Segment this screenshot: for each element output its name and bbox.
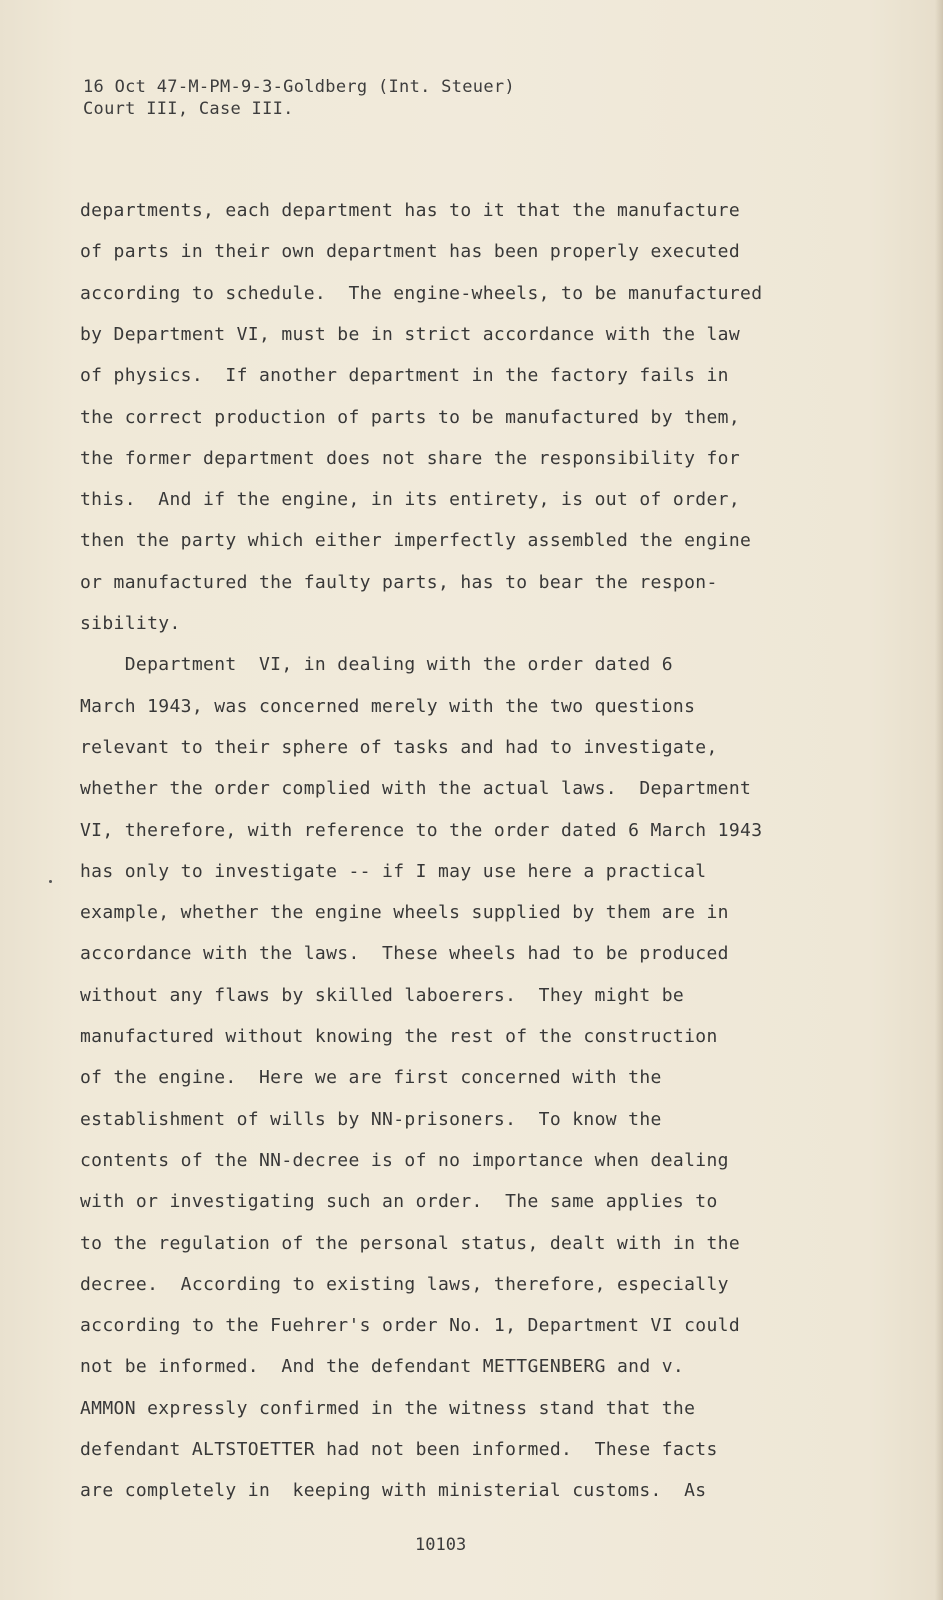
page-number: 10103	[415, 1535, 467, 1555]
body-line: are completely in keeping with ministerial customs. As	[80, 1480, 707, 1502]
page-edge-shadow	[935, 0, 943, 1600]
body-line: without any flaws by skilled laboerers. They might be	[80, 984, 685, 1006]
body-line: example, whether the engine wheels supplied by them are in	[80, 902, 729, 924]
body-line: March 1943, was concerned merely with the two questions	[80, 695, 696, 717]
body-line: of physics. If another department in the factory fails in	[80, 365, 729, 387]
body-line: the former department does not share the responsibility for	[80, 447, 741, 469]
body-line: the correct production of parts to be manufactured by them,	[80, 406, 741, 428]
header-line-1: 16 Oct 47-M-PM-9-3-Goldberg (Int. Steuer)	[83, 77, 515, 97]
body-line: with or investigating such an order. The same applies to	[80, 1191, 718, 1213]
body-line: VI, therefore, with reference to the order dated 6 March 1943	[80, 819, 763, 841]
body-line: accordance with the laws. These wheels had to be produced	[80, 943, 729, 965]
body-line: manufactured without knowing the rest of the construction	[80, 1026, 718, 1047]
body-line: of parts in their own department has been properly executed	[80, 241, 741, 263]
body-line: to the regulation of the personal status, dealt with in the	[80, 1232, 741, 1254]
body-line: has only to investigate -- if I may use here a practical	[80, 860, 707, 882]
body-line: AMMON expressly confirmed in the witness stand that the	[80, 1397, 696, 1419]
body-line: establishment of wills by NN-prisoners. To know the	[80, 1108, 662, 1130]
body-line: Department VI, in dealing with the order dated 6	[80, 654, 673, 676]
body-line: or manufactured the faulty parts, has to bear the respon-	[80, 571, 718, 593]
body-line: decree. According to existing laws, therefore, especially	[80, 1273, 729, 1295]
document-header	[83, 76, 515, 120]
body-line: by Department VI, must be in strict accordance with the law	[80, 323, 741, 345]
header-line-2: Court III, Case III.	[83, 99, 294, 119]
body-line: according to the Fuehrer's order No. 1, Department VI could	[80, 1315, 741, 1337]
body-line: contents of the NN-decree is of no importance when dealing	[80, 1149, 729, 1171]
body-line: this. And if the engine, in its entirety, is out of order,	[80, 489, 741, 511]
body-line: according to schedule. The engine-wheels, to be manufactured	[80, 282, 763, 304]
body-line: departments, each department has to it that the manufacture	[80, 200, 741, 221]
body-line: whether the order complied with the actual laws. Department	[80, 778, 752, 800]
body-line: of the engine. Here we are first concerned with the	[80, 1067, 662, 1089]
body-line: not be informed. And the defendant METTGENBERG and v.	[80, 1356, 685, 1378]
body-line: then the party which either imperfectly assembled the engine	[80, 530, 752, 552]
body-line: defendant ALTSTOETTER had not been informed. These facts	[80, 1439, 718, 1460]
margin-dot-mark	[49, 880, 52, 883]
body-line: relevant to their sphere of tasks and had to investigate,	[80, 736, 718, 758]
body-line: sibility.	[80, 613, 181, 634]
